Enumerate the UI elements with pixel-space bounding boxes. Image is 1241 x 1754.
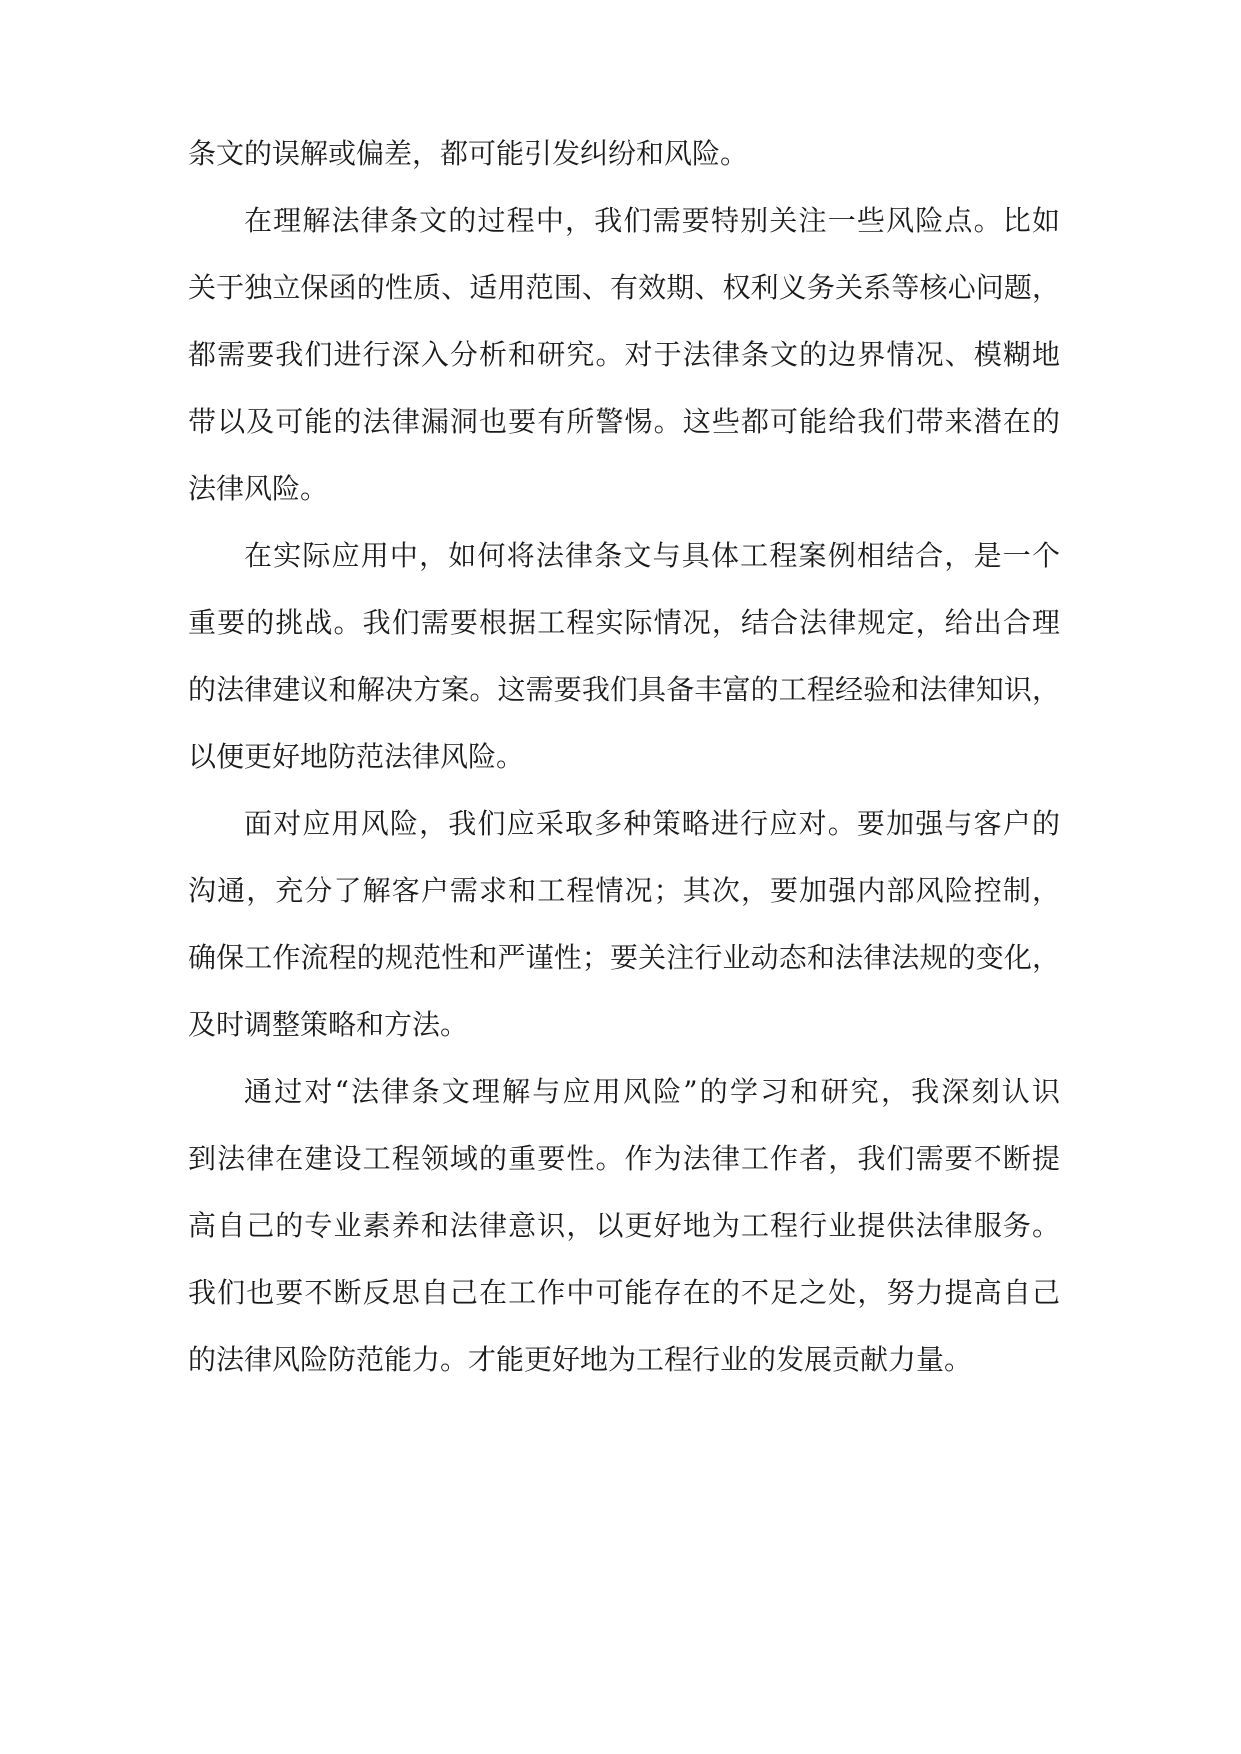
text-line: 我们也要不断反思自己在工作中可能存在的不足之处，努力提高自己 [188, 1276, 1060, 1309]
text-line: 法律风险。 [188, 472, 329, 505]
text-line: 以便更好地防范法律风险。 [188, 740, 525, 773]
text-line: 关于独立保函的性质、适用范围、有效期、权利义务关系等核心问题， [188, 271, 1060, 304]
paragraph-first-line: 面对应用风险，我们应采取多种策略进行应对。要加强与客户的 [244, 807, 1060, 840]
text-line: 的法律风险防范能力。才能更好地为工程行业的发展贡献力量。 [188, 1343, 973, 1376]
paragraph-first-line: 在理解法律条文的过程中，我们需要特别关注一些风险点。比如 [244, 204, 1060, 237]
paragraph-first-line: 在实际应用中，如何将法律条文与具体工程案例相结合，是一个 [244, 539, 1060, 572]
text-line: 带以及可能的法律漏洞也要有所警惕。这些都可能给我们带来潜在的 [188, 405, 1060, 438]
text-line: 确保工作流程的规范性和严谨性；要关注行业动态和法律法规的变化， [188, 941, 1060, 974]
text-line: 沟通，充分了解客户需求和工程情况；其次，要加强内部风险控制， [188, 874, 1060, 907]
text-line: 的法律建议和解决方案。这需要我们具备丰富的工程经验和法律知识， [188, 673, 1060, 706]
text-line: 都需要我们进行深入分析和研究。对于法律条文的边界情况、模糊地 [188, 338, 1060, 371]
text-line: 重要的挑战。我们需要根据工程实际情况，结合法律规定，给出合理 [188, 606, 1060, 639]
text-line: 及时调整策略和方法。 [188, 1008, 469, 1041]
text-line: 条文的误解或偏差，都可能引发纠纷和风险。 [188, 137, 749, 170]
paragraph-first-line: 通过对“法律条文理解与应用风险”的学习和研究，我深刻认识 [244, 1075, 1060, 1108]
text-line: 到法律在建设工程领域的重要性。作为法律工作者，我们需要不断提 [188, 1142, 1060, 1175]
text-line: 高自己的专业素养和法律意识，以更好地为工程行业提供法律服务。 [188, 1209, 1060, 1242]
